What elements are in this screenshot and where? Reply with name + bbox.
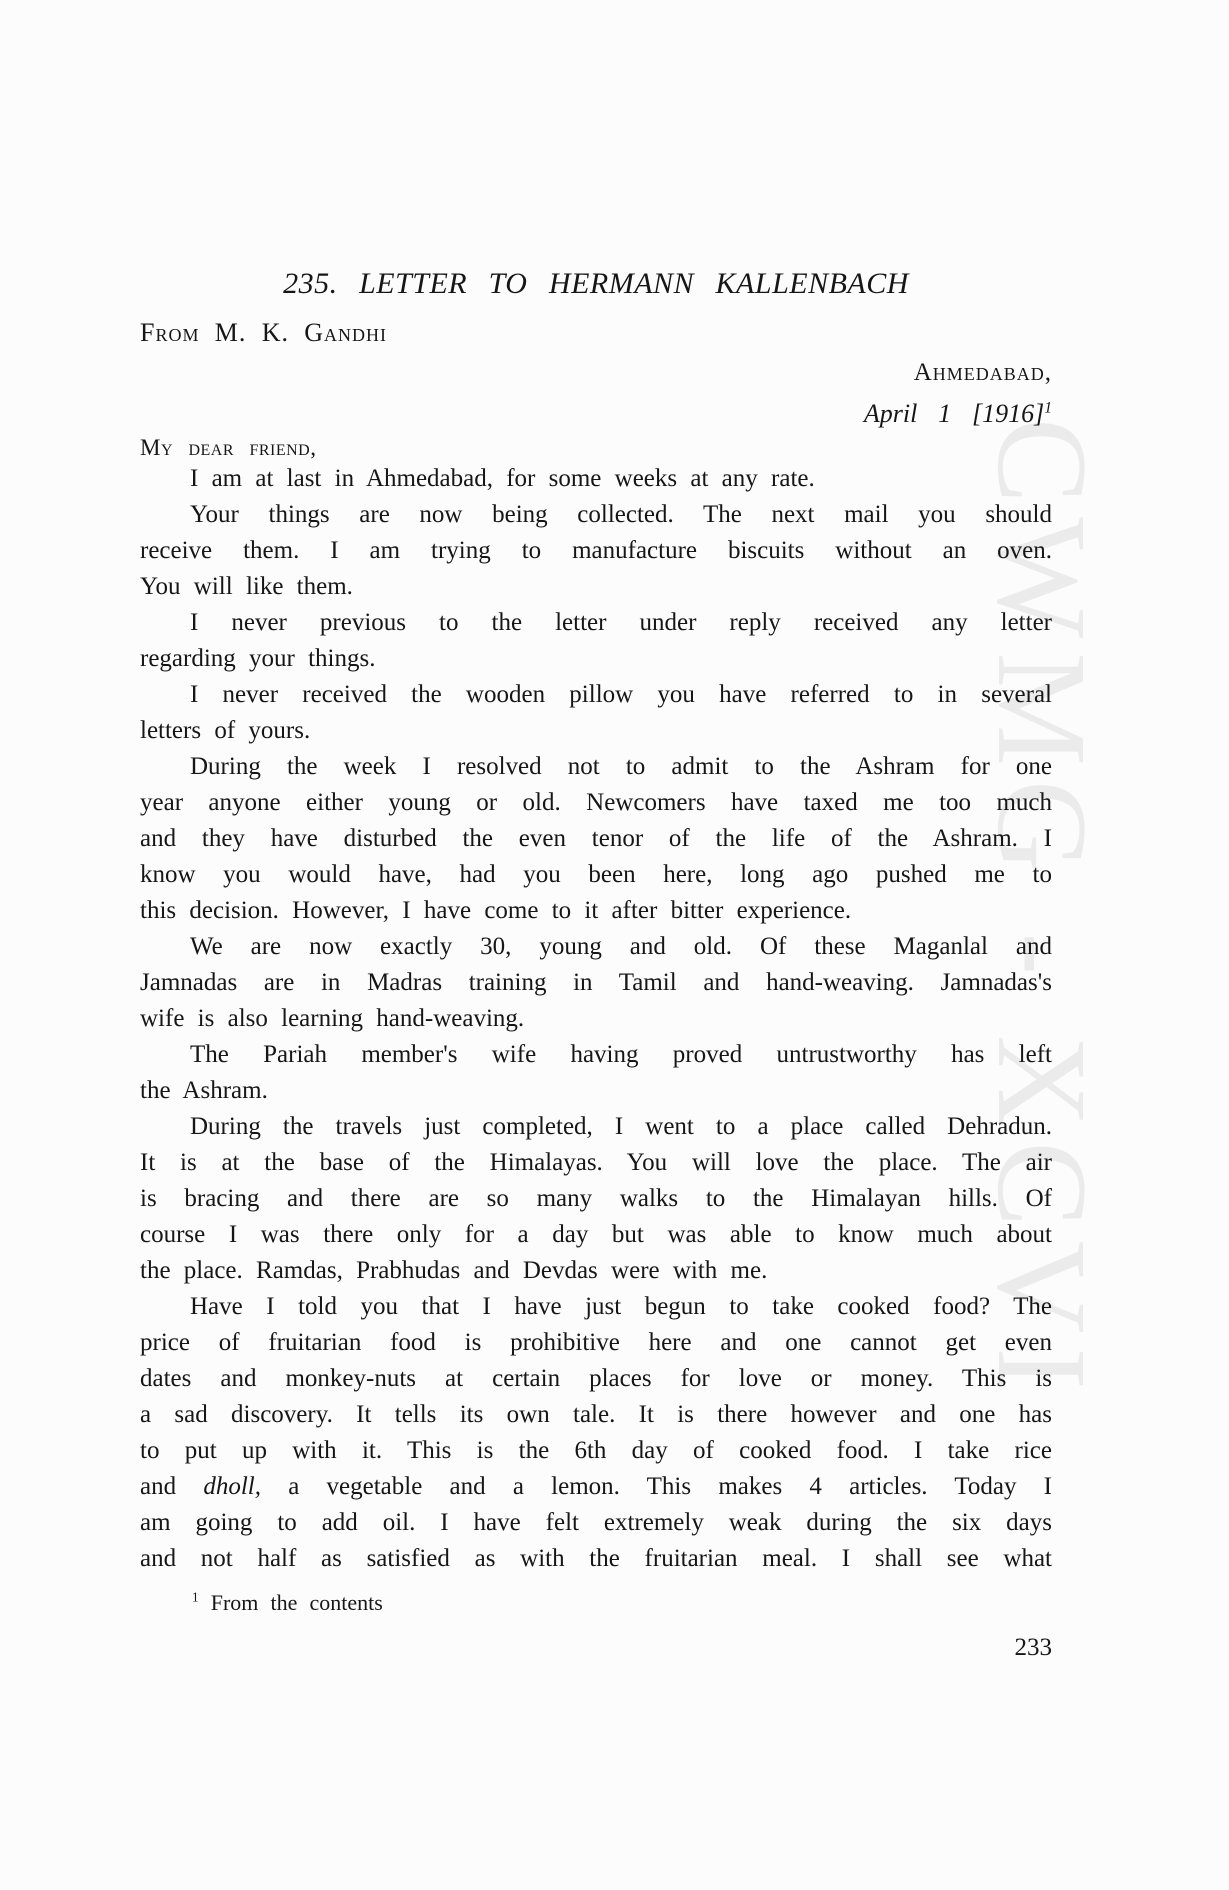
letter-date-text: April 1 [1916]	[863, 399, 1045, 428]
text-segment: dates and monkey-nuts at certain places for love or money. This is	[140, 1365, 1052, 1392]
text-segment: We are now exactly 30, young and old. Of these Maganlal and	[190, 933, 1052, 960]
letter-line	[140, 1145, 1052, 1181]
letter-line	[140, 1361, 1052, 1397]
letter-line	[140, 749, 1052, 785]
letter-line	[140, 497, 1052, 533]
letter-line	[140, 857, 1052, 893]
text-segment: I am at last in Ahmedabad, for some weeks at any rate.	[190, 465, 815, 492]
footnote-text: From the contents	[210, 1590, 383, 1615]
text-segment: am going to add oil. I have felt extremely weak during the six days	[140, 1509, 1052, 1536]
text-segment: I never received the wooden pillow you have referred to in several	[190, 681, 1052, 708]
letter-place: Ahmedabad,	[913, 359, 1052, 386]
text-segment: You will like them.	[140, 573, 353, 600]
text-segment: and they have disturbed the even tenor of the life of the Ashram. I	[140, 825, 1052, 852]
text-segment: letters of yours.	[140, 717, 311, 744]
letter-line	[140, 1541, 1052, 1577]
letter-line	[140, 1253, 1052, 1289]
text-segment: regarding your things.	[140, 645, 376, 672]
text-segment: Have I told you that I have just begun to take cooked food? The	[190, 1293, 1052, 1320]
letter-author-line: From M. K. Gandhi	[140, 318, 388, 347]
text-segment: to put up with it. This is the 6th day of cooked food. I take rice	[140, 1437, 1052, 1464]
letter-line	[140, 677, 1052, 713]
text-segment: The Pariah member's wife having proved untrustworthy has left	[190, 1041, 1052, 1068]
letter-line	[140, 713, 1052, 749]
letter-line	[140, 1397, 1052, 1433]
letter-line	[140, 1469, 1052, 1505]
text-segment: is bracing and there are so many walks to the Himalayan hills. Of	[140, 1185, 1052, 1212]
letter-line	[140, 821, 1052, 857]
text-segment: a sad discovery. It tells its own tale. It is there however and one has	[140, 1401, 1052, 1428]
text-segment: this decision. However, I have come to it after bitter experience.	[140, 897, 852, 924]
text-segment: During the week I resolved not to admit to the Ashram for one	[190, 753, 1052, 780]
date-footnote-ref: 1	[1044, 399, 1052, 417]
letter-line	[140, 1433, 1052, 1469]
italic-text: dholl,	[203, 1473, 261, 1500]
letter-line	[140, 1181, 1052, 1217]
text-segment: Jamnadas are in Madras training in Tamil and hand-weaving. Jamnadas's	[140, 969, 1052, 996]
footnote	[140, 1588, 1052, 1618]
letter-line	[140, 1001, 1052, 1037]
cwmg-watermark: CWMG - XCVI	[971, 418, 1113, 1404]
letter-date	[140, 398, 1052, 430]
letter-line	[140, 533, 1052, 569]
text-segment: price of fruitarian food is prohibitive here and one cannot get even	[140, 1329, 1052, 1356]
letter-line	[140, 893, 1052, 929]
text-segment: course I was there only for a day but was able to know much about	[140, 1221, 1052, 1248]
text-segment: Your things are now being collected. The next mail you should	[190, 501, 1052, 528]
text-segment: know you would have, had you been here, long ago pushed me to	[140, 861, 1052, 888]
salutation: My dear friend,	[140, 435, 317, 460]
text-segment: the Ashram.	[140, 1077, 268, 1104]
letter-title: 235. LETTER TO HERMANN KALLENBACH	[283, 267, 909, 300]
letter-line	[140, 929, 1052, 965]
text-segment: a vegetable and a lemon. This makes 4 articles. Today I	[260, 1473, 1052, 1500]
letter-line	[140, 965, 1052, 1001]
text-segment: It is at the base of the Himalayas. You will love the place. The air	[140, 1149, 1052, 1176]
letter-line	[140, 1109, 1052, 1145]
letter-line	[140, 569, 1052, 605]
letter-line	[140, 1505, 1052, 1541]
text-segment: year anyone either young or old. Newcomers have taxed me too much	[140, 789, 1052, 816]
letter-line	[140, 1073, 1052, 1109]
letter-line	[140, 605, 1052, 641]
letter-line	[140, 1325, 1052, 1361]
text-segment: the place. Ramdas, Prabhudas and Devdas were with me.	[140, 1257, 768, 1284]
footnote-ref: 1	[192, 1589, 199, 1605]
letter-line	[140, 1289, 1052, 1325]
letter-line	[140, 641, 1052, 677]
text-segment: and not half as satisfied as with the fruitarian meal. I shall see what	[140, 1545, 1052, 1572]
letter-line	[140, 1037, 1052, 1073]
letter-line	[140, 461, 1052, 497]
text-segment: receive them. I am trying to manufacture biscuits without an oven.	[140, 537, 1052, 564]
text-segment: wife is also learning hand-weaving.	[140, 1005, 525, 1032]
text-segment: and	[140, 1473, 204, 1500]
text-segment: I never previous to the letter under reply received any letter	[190, 609, 1052, 636]
letter-line	[140, 785, 1052, 821]
text-segment: During the travels just completed, I went to a place called Dehradun.	[190, 1113, 1052, 1140]
letter-line	[140, 1217, 1052, 1253]
letter-body	[140, 461, 1052, 1577]
page-number: 233	[1014, 1634, 1052, 1661]
